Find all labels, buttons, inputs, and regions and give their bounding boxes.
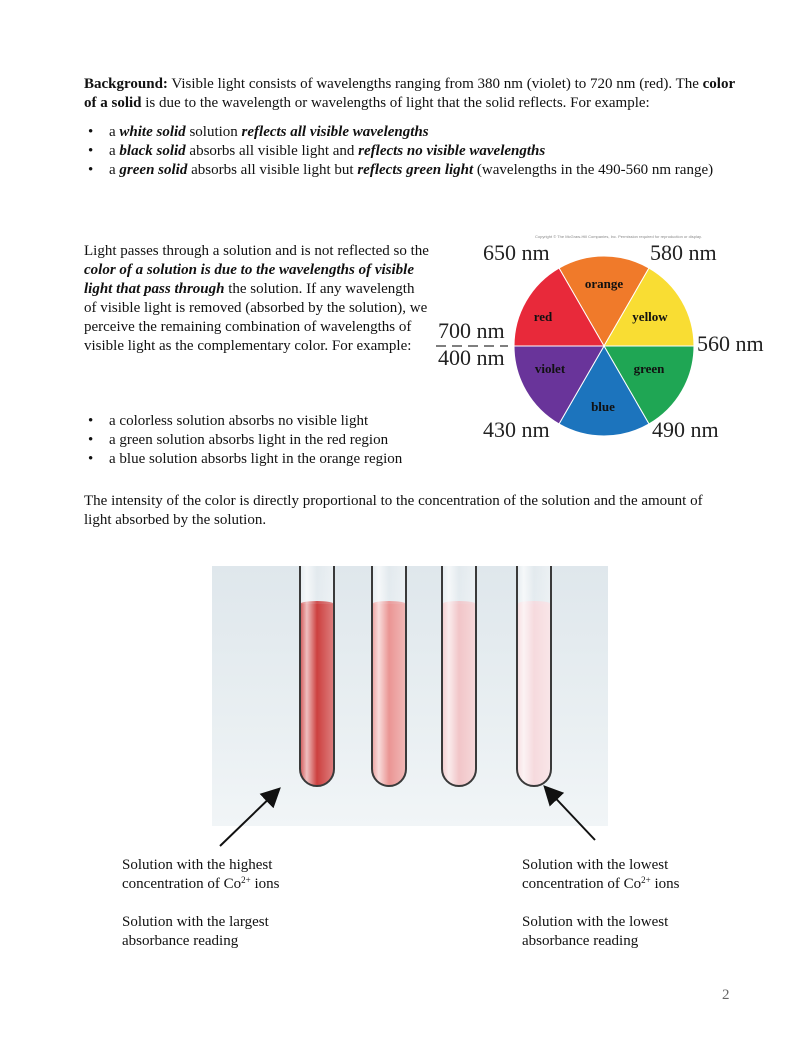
color-wheel-diagram	[430, 230, 780, 445]
solid-examples-list	[84, 123, 744, 180]
solution-examples	[84, 412, 444, 469]
intensity-paragraph: The intensity of the color is directly proportional to the concentration of the solution and the amount of light absorbed by the solution.	[84, 493, 703, 528]
label-430nm: 430 nm	[483, 417, 550, 442]
tube-glass-shine	[372, 566, 406, 786]
label-650nm: 650 nm	[483, 240, 550, 265]
solution-paragraph: Light passes through a solution and is not reflected so the color of a solution is due to the wavelengths of visible light that pass through the solution. If any wavelength of visible light is removed (absorbed by the solution), we perceive the remaining combination of wavelengths of visible light as the complementary color. For example:	[84, 243, 429, 354]
list-item: • a colorless solution absorbs no visible light	[84, 412, 444, 431]
label-400nm: 400 nm	[438, 345, 505, 370]
tube-glass-shine	[300, 566, 334, 786]
test-tube	[442, 566, 476, 786]
test-tube	[372, 566, 406, 786]
test-tube	[300, 566, 334, 786]
list-item: • a blue solution absorbs light in the orange region	[84, 450, 444, 469]
label-blue: blue	[591, 399, 615, 414]
label-violet: violet	[534, 361, 566, 376]
list-item: • a green solid absorbs all visible light but reflects green light (wavelengths in the 490-560 nm range)	[84, 161, 744, 180]
label-yellow: yellow	[632, 309, 668, 324]
label-red: red	[533, 309, 553, 324]
label-580nm: 580 nm	[650, 240, 717, 265]
arrow-right	[546, 788, 595, 840]
background-intro: Background: Visible light consists of wavelengths ranging from 380 nm (violet) to 720 nm (red). The color of a solid is due to the wavelength or wavelengths of light that the solid reflects. For example:	[84, 76, 735, 111]
tube-glass-shine	[517, 566, 551, 786]
copyright-notice: Copyright © The McGraw-Hill Companies, Inc. Permission required for reproduction or display.	[535, 234, 702, 239]
arrows	[200, 770, 620, 850]
background-section	[84, 75, 744, 180]
solution-section	[84, 242, 429, 356]
caption-right: Solution with the lowest concentration of $Co^{2+}$ ions Solution with the lowest absorbance reading	[522, 857, 680, 949]
page-number: 2	[722, 987, 730, 1003]
arrow-left	[220, 790, 278, 846]
list-item: • a black solid absorbs all visible light and reflects no visible wavelengths	[84, 142, 744, 161]
label-green: green	[633, 361, 665, 376]
background-heading: Background:	[84, 76, 168, 92]
label-700nm: 700 nm	[438, 318, 505, 343]
label-560nm: 560 nm	[697, 331, 764, 356]
label-490nm: 490 nm	[652, 417, 719, 442]
tube-glass-shine	[442, 566, 476, 786]
test-tube	[517, 566, 551, 786]
list-item: • a white solid solution reflects all visible wavelengths	[84, 123, 744, 142]
list-item: • a green solution absorbs light in the red region	[84, 431, 444, 450]
label-orange: orange	[584, 276, 624, 291]
solution-examples-list	[84, 412, 444, 469]
caption-left: Solution with the highest concentration of $Co^{2+}$ ions Solution with the largest absorbance reading	[122, 857, 280, 949]
